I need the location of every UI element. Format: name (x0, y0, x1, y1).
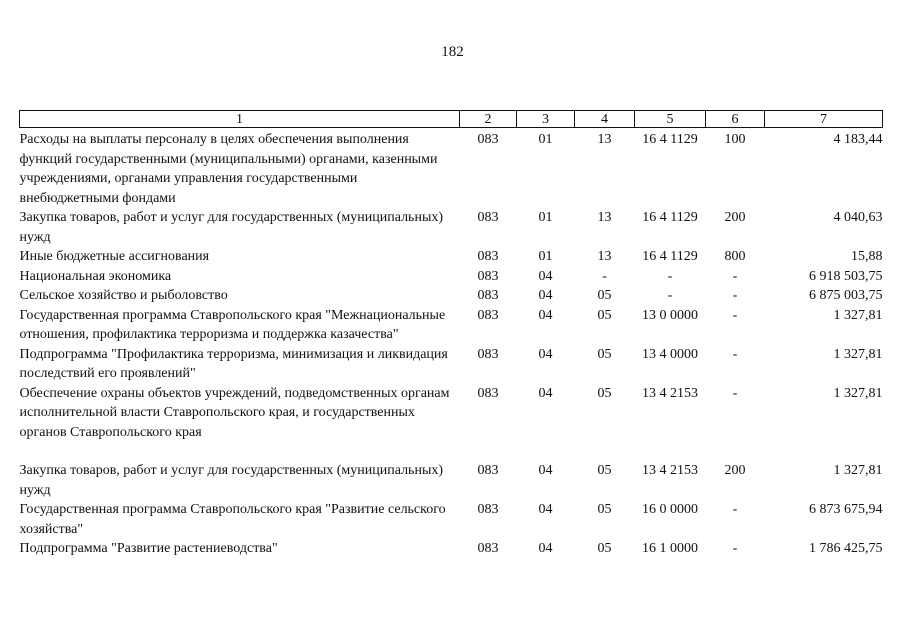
row-col-2: 083 (477, 541, 499, 556)
row-col-2: 083 (477, 210, 499, 225)
row-col-4: 13 (597, 249, 612, 264)
table-row (20, 208, 883, 247)
row-name: Государственная программа Ставропольского края "Развитие сельского хозяйства" (19, 502, 446, 537)
row-col-4: 05 (597, 463, 612, 478)
table-row (20, 461, 883, 500)
row-col-2: 083 (477, 385, 499, 401)
row-name: Иные бюджетные ассигнования (19, 249, 210, 264)
row-col-5: - (667, 268, 673, 284)
row-name: Обеспечение охраны объектов учреждений, подведомственных органам исполнительной власти Ставропольского края, и государственных органов Ставропольского края (19, 385, 450, 440)
row-col-3: 04 (538, 502, 553, 517)
row-col-3: 04 (538, 346, 553, 362)
row-col-3: 01 (538, 210, 553, 225)
row-amount: 6 873 675,94 (809, 502, 883, 517)
row-name: Закупка товаров, работ и услуг для государственных (муниципальных) нужд (19, 463, 444, 498)
table-row (20, 247, 883, 267)
row-name: Подпрограмма "Профилактика терроризма, минимизация и ликвидация последствий его проявлений" (19, 346, 448, 381)
row-col-3: 04 (538, 463, 553, 478)
row-col-3: 01 (538, 249, 553, 264)
table-header-row (20, 111, 883, 128)
row-col-4: 05 (597, 502, 612, 517)
row-col-6: - (732, 346, 738, 362)
row-col-4: 13 (597, 132, 612, 147)
row-col-5: 16 4 1129 (642, 210, 698, 225)
row-name: Государственная программа Ставропольского края "Межнациональные отношения, профилактика терроризма и поддержка казачества" (19, 307, 446, 342)
row-amount: 1 786 425,75 (809, 541, 883, 556)
row-col-4: 05 (597, 385, 612, 401)
row-col-4: 05 (597, 288, 612, 303)
budget-table (19, 110, 883, 559)
row-col-2: 083 (477, 249, 499, 264)
row-col-5: 13 4 2153 (642, 463, 698, 478)
row-amount: 1 327,81 (833, 463, 883, 478)
table-row (20, 286, 883, 306)
row-name: Расходы на выплаты персоналу в целях обеспечения выполнения функций государственными (муниципальными) органами, казенными учреждениями, органами управления государственными внебюджетными фондами (19, 132, 438, 206)
row-col-5: 16 4 1129 (642, 249, 698, 264)
row-col-2: 083 (477, 502, 499, 517)
row-amount: 1 327,81 (833, 346, 883, 362)
header-col-2: 2 (460, 111, 517, 128)
table-row (20, 267, 883, 287)
row-name: Подпрограмма "Развитие растениеводства" (19, 541, 278, 556)
row-col-3: 04 (538, 385, 553, 401)
row-col-4: 05 (597, 307, 612, 323)
header-col-7: 7 (765, 111, 883, 128)
row-col-5: 13 4 0000 (642, 346, 698, 362)
row-col-2: 083 (477, 307, 499, 323)
row-col-3: 04 (538, 268, 553, 284)
row-name: Закупка товаров, работ и услуг для государственных (муниципальных) нужд (19, 210, 444, 245)
table-row (20, 384, 883, 462)
row-col-4: - (602, 268, 607, 284)
row-col-6: - (732, 307, 738, 323)
row-col-6: 100 (724, 132, 746, 147)
row-amount: 15,88 (851, 249, 883, 264)
header-col-6: 6 (706, 111, 765, 128)
row-col-5: 13 4 2153 (642, 385, 698, 401)
row-col-5: 16 0 0000 (642, 502, 698, 517)
row-col-2: 083 (477, 288, 499, 303)
table-row (20, 500, 883, 539)
header-col-4: 4 (575, 111, 635, 128)
row-col-4: 05 (597, 346, 612, 362)
row-col-3: 04 (538, 288, 553, 303)
row-col-6: 800 (724, 249, 746, 264)
row-amount: 6 875 003,75 (809, 288, 883, 303)
row-col-6: - (732, 541, 738, 556)
row-col-2: 083 (477, 132, 499, 147)
budget-table-container (19, 110, 882, 559)
header-col-5: 5 (635, 111, 706, 128)
page-number: 182 (441, 44, 464, 60)
row-col-6: - (732, 385, 738, 401)
row-col-5: 16 4 1129 (642, 132, 698, 147)
row-col-5: 16 1 0000 (642, 541, 698, 556)
row-col-6: 200 (724, 463, 746, 478)
table-row (20, 306, 883, 345)
row-name: Сельское хозяйство и рыболовство (19, 288, 228, 303)
table-row (20, 128, 883, 209)
row-col-2: 083 (477, 463, 499, 478)
row-col-3: 04 (538, 541, 553, 556)
row-col-6: - (732, 268, 738, 284)
row-col-6: - (732, 288, 738, 303)
row-name: Национальная экономика (19, 268, 172, 284)
header-col-1: 1 (20, 111, 460, 128)
row-amount: 1 327,81 (833, 307, 883, 323)
header-col-3: 3 (517, 111, 575, 128)
table-row (20, 539, 883, 559)
row-col-3: 04 (538, 307, 553, 323)
row-col-2: 083 (477, 268, 499, 284)
row-col-4: 13 (597, 210, 612, 225)
row-col-4: 05 (597, 541, 612, 556)
row-col-6: 200 (724, 210, 746, 225)
row-col-5: 13 0 0000 (642, 307, 698, 323)
row-col-5: - (667, 288, 673, 303)
row-col-6: - (732, 502, 738, 517)
row-amount: 6 918 503,75 (809, 268, 883, 284)
table-row (20, 345, 883, 384)
row-col-2: 083 (477, 346, 499, 362)
row-amount: 4 183,44 (833, 132, 883, 147)
row-col-3: 01 (538, 132, 553, 147)
row-amount: 1 327,81 (833, 385, 883, 401)
row-amount: 4 040,63 (833, 210, 883, 225)
